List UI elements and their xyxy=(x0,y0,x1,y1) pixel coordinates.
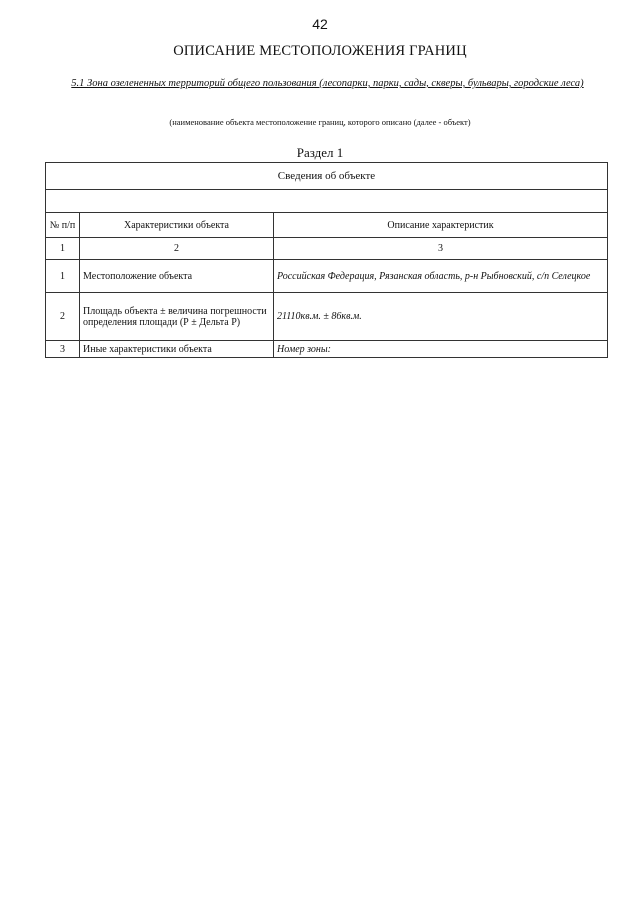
row-number: 3 xyxy=(46,341,80,358)
row-number: 1 xyxy=(46,260,80,293)
row-characteristic: Иные характеристики объекта xyxy=(80,341,274,358)
table-row xyxy=(46,341,608,358)
object-name: 5.1 Зона озелененных территорий общего пользования (лесопарки, парки, сады, скверы, бульвары, городские леса) xyxy=(71,78,584,89)
table-header-row xyxy=(46,213,608,238)
table-index-row xyxy=(46,238,608,260)
row-characteristic: Местоположение объекта xyxy=(80,260,274,293)
section-title: Раздел 1 xyxy=(296,145,344,160)
table-blank-cell xyxy=(46,190,608,213)
index-cell: 1 xyxy=(46,238,80,260)
row-description: 21110кв.м. ± 86кв.м. xyxy=(274,293,608,341)
header-description: Описание характеристик xyxy=(274,213,608,238)
row-description: Российская Федерация, Рязанская область, р-н Рыбновский, с/п Селецкое xyxy=(274,260,608,293)
row-characteristic: Площадь объекта ± величина погрешности определения площади (Р ± Дельта Р) xyxy=(80,293,274,341)
page-number: 42 xyxy=(312,16,328,32)
index-cell: 3 xyxy=(274,238,608,260)
table-blank-row xyxy=(46,190,608,213)
page-title: ОПИСАНИЕ МЕСТОПОЛОЖЕНИЯ ГРАНИЦ xyxy=(173,43,467,59)
row-number: 2 xyxy=(46,293,80,341)
header-characteristic: Характеристики объекта xyxy=(80,213,274,238)
index-cell: 2 xyxy=(80,238,274,260)
table-title-row xyxy=(46,163,608,190)
object-info-table xyxy=(45,162,608,358)
table-row xyxy=(46,260,608,293)
row-description: Номер зоны: xyxy=(274,341,608,358)
header-number: № п/п xyxy=(46,213,80,238)
table-title: Сведения об объекте xyxy=(46,163,608,190)
table-row xyxy=(46,293,608,341)
object-name-caption: (наименование объекта местоположение границ, которого описано (далее - объект) xyxy=(169,117,471,127)
